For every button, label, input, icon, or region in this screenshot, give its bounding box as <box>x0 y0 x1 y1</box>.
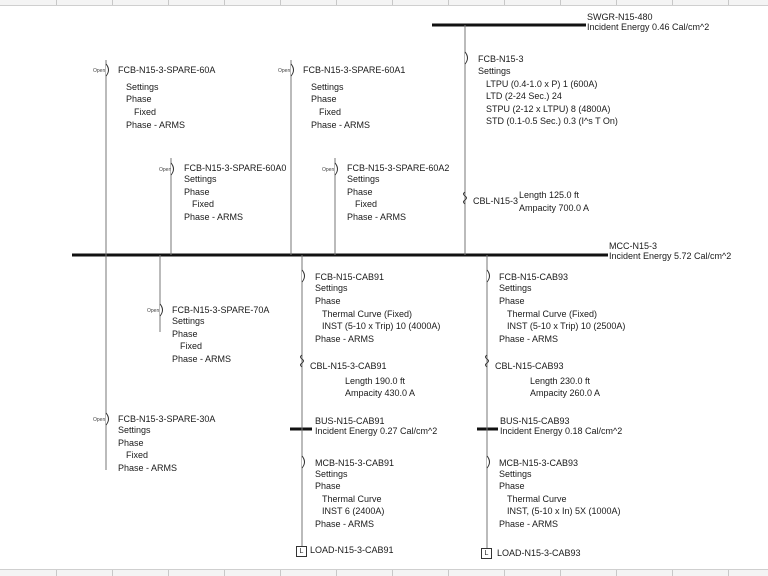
spare-60a-settings: Settings <box>126 82 159 92</box>
cbl-cab91-name[interactable]: CBL-N15-3-CAB91 <box>310 361 387 371</box>
mcb-cab93-inst: INST, (5-10 x In) 5X (1000A) <box>507 506 621 516</box>
spare-60a0-fixed: Fixed <box>192 199 215 209</box>
load-icon[interactable]: L <box>296 546 307 557</box>
cbl-cab93-ampacity: Ampacity 260.0 A <box>530 388 601 398</box>
spare-30a-fixed: Fixed <box>126 450 149 460</box>
fcb-cab91-name[interactable]: FCB-N15-CAB91 <box>315 272 385 282</box>
spare-60a2-arms: Phase - ARMS <box>347 212 407 222</box>
open-tag: Open <box>322 167 335 173</box>
spare-60a-name[interactable]: FCB-N15-3-SPARE-60A <box>118 65 216 75</box>
spare-60a-fixed: Fixed <box>134 107 157 117</box>
spare-60a2-settings: Settings <box>347 174 380 184</box>
spare-70a-phase: Phase <box>172 329 198 339</box>
swgr-name[interactable]: SWGR-N15-480 <box>587 12 653 22</box>
bus-cab91-incident-energy: Incident Energy 0.27 Cal/cm^2 <box>315 426 438 436</box>
breaker-spare-60a0 <box>171 163 174 175</box>
fcb-cab91-phase: Phase <box>315 296 341 306</box>
mcb-cab91-arms: Phase - ARMS <box>315 519 375 529</box>
open-tag: Open <box>147 308 160 314</box>
mcc-incident-energy: Incident Energy 5.72 Cal/cm^2 <box>609 251 732 261</box>
spare-60a2-fixed: Fixed <box>355 199 378 209</box>
spare-60a2-name[interactable]: FCB-N15-3-SPARE-60A2 <box>347 163 450 173</box>
cbl-cab91-length: Length 190.0 ft <box>345 376 406 386</box>
fcb-cab93-inst: INST (5-10 x Trip) 10 (2500A) <box>507 321 626 331</box>
mcb-cab91-curve: Thermal Curve <box>322 494 382 504</box>
breaker-spare-60a <box>106 64 109 76</box>
spare-60a-arms: Phase - ARMS <box>126 120 186 130</box>
cbl-main-ampacity: Ampacity 700.0 A <box>519 203 590 213</box>
mcb-cab93-curve: Thermal Curve <box>507 494 567 504</box>
spare-60a-phase: Phase <box>126 94 152 104</box>
load-cab91-name[interactable]: LOAD-N15-3-CAB91 <box>310 545 394 555</box>
fcb-cab91-curve: Thermal Curve (Fixed) <box>322 309 413 319</box>
fcb-main-std: STD (0.1-0.5 Sec.) 0.3 (I^s T On) <box>486 116 618 126</box>
bus-cab93-name[interactable]: BUS-N15-CAB93 <box>500 416 570 426</box>
open-tag: Open <box>278 68 291 74</box>
fcb-main-ltd: LTD (2-24 Sec.) 24 <box>486 91 562 101</box>
fcb-cab91-settings: Settings <box>315 283 348 293</box>
load-cab93-name[interactable]: LOAD-N15-3-CAB93 <box>497 548 581 558</box>
spare-30a-name[interactable]: FCB-N15-3-SPARE-30A <box>118 414 216 424</box>
breaker-fcb-main <box>465 52 468 64</box>
cbl-main-length: Length 125.0 ft <box>519 190 580 200</box>
mcb-cab91-phase: Phase <box>315 481 341 491</box>
spare-70a-name[interactable]: FCB-N15-3-SPARE-70A <box>172 305 270 315</box>
breaker-spare-60a1 <box>291 64 294 76</box>
fcb-cab91-arms: Phase - ARMS <box>315 334 375 344</box>
cbl-cab91-ampacity: Ampacity 430.0 A <box>345 388 416 398</box>
bus-cab93-incident-energy: Incident Energy 0.18 Cal/cm^2 <box>500 426 623 436</box>
spare-30a-phase: Phase <box>118 438 144 448</box>
open-tag: Open <box>159 167 172 173</box>
spare-60a0-phase: Phase <box>184 187 210 197</box>
breaker-fcb-cab93 <box>487 270 490 282</box>
swgr-incident-energy: Incident Energy 0.46 Cal/cm^2 <box>587 22 710 32</box>
fcb-main-stpu: STPU (2-12 x LTPU) 8 (4800A) <box>486 104 611 114</box>
spare-60a2-phase: Phase <box>347 187 373 197</box>
open-tag: Open <box>93 417 106 423</box>
spare-30a-arms: Phase - ARMS <box>118 463 178 473</box>
spare-60a1-settings: Settings <box>311 82 344 92</box>
spare-60a0-arms: Phase - ARMS <box>184 212 244 222</box>
mcb-cab93-phase: Phase <box>499 481 525 491</box>
spare-70a-fixed: Fixed <box>180 341 203 351</box>
open-tag: Open <box>93 68 106 74</box>
mcb-cab91-settings: Settings <box>315 469 348 479</box>
spare-60a0-name[interactable]: FCB-N15-3-SPARE-60A0 <box>184 163 287 173</box>
spare-60a1-arms: Phase - ARMS <box>311 120 371 130</box>
breaker-mcb-cab91 <box>302 456 305 468</box>
fcb-cab93-name[interactable]: FCB-N15-CAB93 <box>499 272 569 282</box>
load-icon[interactable]: L <box>481 548 492 559</box>
fcb-cab93-curve: Thermal Curve (Fixed) <box>507 309 598 319</box>
cbl-cab93-name[interactable]: CBL-N15-CAB93 <box>495 361 564 371</box>
breaker-spare-30a <box>106 413 109 425</box>
mcb-cab93-arms: Phase - ARMS <box>499 519 559 529</box>
spare-60a1-fixed: Fixed <box>319 107 342 117</box>
fcb-cab93-phase: Phase <box>499 296 525 306</box>
fcb-main-name[interactable]: FCB-N15-3 <box>478 54 524 64</box>
fcb-main-settings: Settings <box>478 66 511 76</box>
fcb-cab91-inst: INST (5-10 x Trip) 10 (4000A) <box>322 321 441 331</box>
fcb-cab93-settings: Settings <box>499 283 532 293</box>
fcb-main-ltpu: LTPU (0.4-1.0 x P) 1 (600A) <box>486 79 598 89</box>
spare-60a1-phase: Phase <box>311 94 337 104</box>
fcb-cab93-arms: Phase - ARMS <box>499 334 559 344</box>
mcc-name[interactable]: MCC-N15-3 <box>609 241 658 251</box>
breaker-fcb-cab91 <box>302 270 305 282</box>
breaker-spare-60a2 <box>335 163 338 175</box>
spare-60a0-settings: Settings <box>184 174 217 184</box>
spare-60a1-name[interactable]: FCB-N15-3-SPARE-60A1 <box>303 65 406 75</box>
mcb-cab91-name[interactable]: MCB-N15-3-CAB91 <box>315 458 395 468</box>
cbl-cab93-length: Length 230.0 ft <box>530 376 591 386</box>
mcb-cab93-settings: Settings <box>499 469 532 479</box>
breaker-mcb-cab93 <box>487 456 490 468</box>
breaker-spare-70a <box>160 304 163 316</box>
mcb-cab93-name[interactable]: MCB-N15-3-CAB93 <box>499 458 579 468</box>
spare-30a-settings: Settings <box>118 425 151 435</box>
spare-70a-arms: Phase - ARMS <box>172 354 232 364</box>
spare-70a-settings: Settings <box>172 316 205 326</box>
mcb-cab91-inst: INST 6 (2400A) <box>322 506 385 516</box>
cbl-main-name[interactable]: CBL-N15-3 <box>473 196 519 206</box>
bus-cab91-name[interactable]: BUS-N15-CAB91 <box>315 416 385 426</box>
